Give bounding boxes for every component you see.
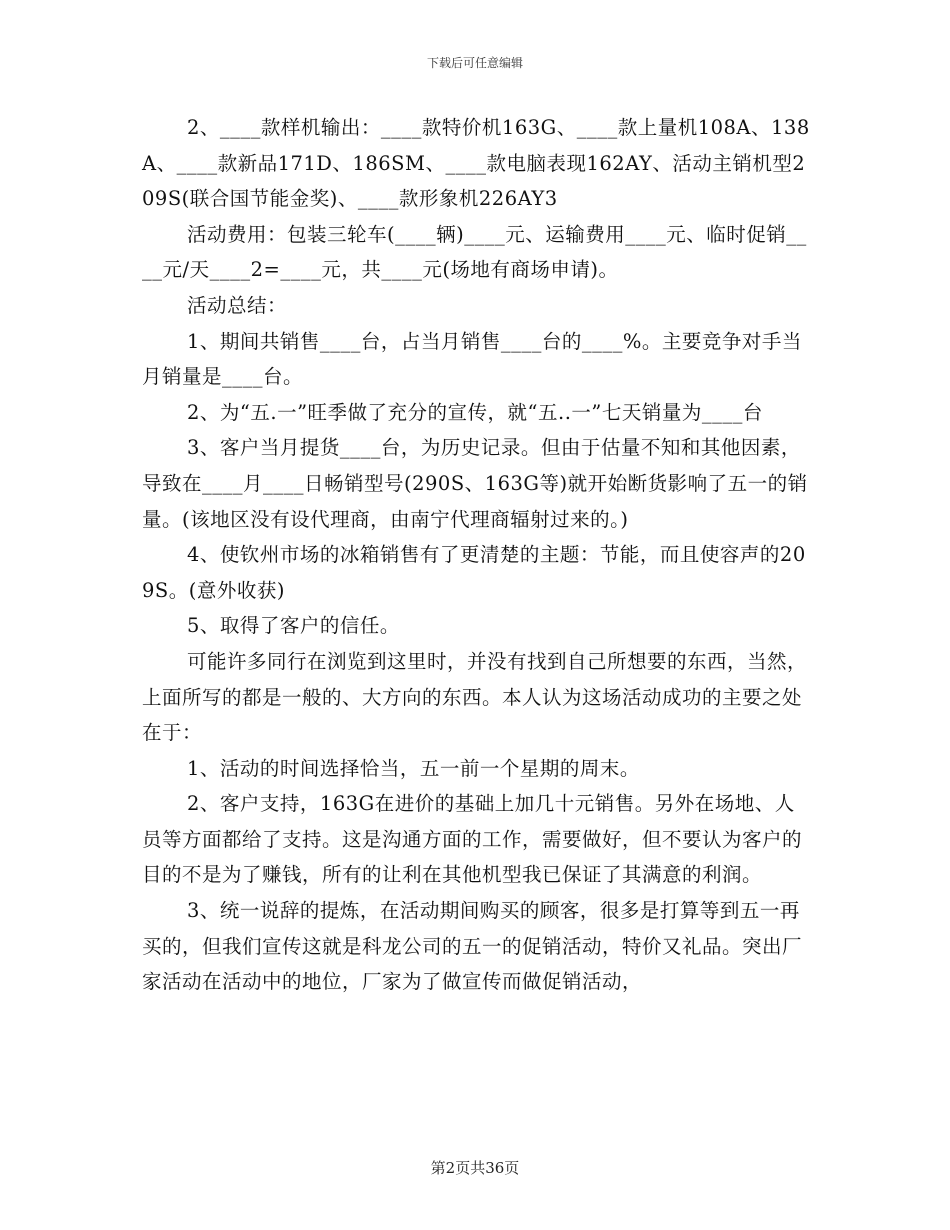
paragraph-summary-3: 3、客户当月提货____台，为历史记录。但由于估量不知和其他因素，导致在____月____日畅销型号(290S、163G等)就开始断货影响了五一的销量。(该地区没有设代理商，由南宁代理商辐射过来的。) (142, 436, 808, 531)
paragraph-summary-5: 5、取得了客户的信任。 (187, 614, 400, 638)
paragraph-summary-heading: 活动总结： (187, 293, 288, 317)
paragraph-activity-cost: 活动费用：包装三轮车(____辆)____元、运输费用____元、临时促销____元/天____2=____元，共____元(场地有商场申请)。 (142, 222, 807, 282)
paragraph-summary-2: 2、为“五.一”旺季做了充分的宣传，就“五..一”七天销量为____台 (187, 400, 763, 424)
paragraph-summary-1: 1、期间共销售____台，占当月销售____台的____%。主要竞争对手当月销量是____台。 (142, 329, 802, 389)
paragraph-success-2: 2、客户支持，163G在进价的基础上加几十元销售。另外在场地、人员等方面都给了支持。这是沟通方面的工作，需要做好，但不要认为客户的目的不是为了赚钱，所有的让利在其他机型我已保证了其满意的利润。 (142, 792, 803, 887)
page-number: 第2页共36页 (430, 1159, 520, 1177)
page-header: 下载后可任意编辑 (426, 56, 523, 70)
paragraph-intro-success: 可能许多同行在浏览到这里时，并没有找到自己所想要的东西，当然，上面所写的都是一般的、大方向的东西。本人认为这场活动成功的主要之处在于： (142, 649, 808, 745)
paragraph-sample-output: 2、____款样机输出：____款特价机163G、____款上量机108A、138A、____款新品171D、186SM、____款电脑表现162AY、活动主销机型209S(联合国节能金奖)、____款形象机226AY3 (142, 116, 810, 211)
paragraph-summary-4: 4、使钦州市场的冰箱销售有了更清楚的主题：节能，而且使容声的209S。(意外收获) (142, 543, 806, 602)
paragraph-success-3: 3、统一说辞的提炼，在活动期间购买的顾客，很多是打算等到五一再买的，但我们宣传这就是科龙公司的五一的促销活动，特价又礼品。突出厂家活动在活动中的地位，厂家为了做宣传而做促销活动， (142, 899, 803, 994)
paragraph-success-1: 1、活动的时间选择恰当，五一前一个星期的周末。 (187, 756, 640, 780)
document-body (142, 110, 812, 1000)
